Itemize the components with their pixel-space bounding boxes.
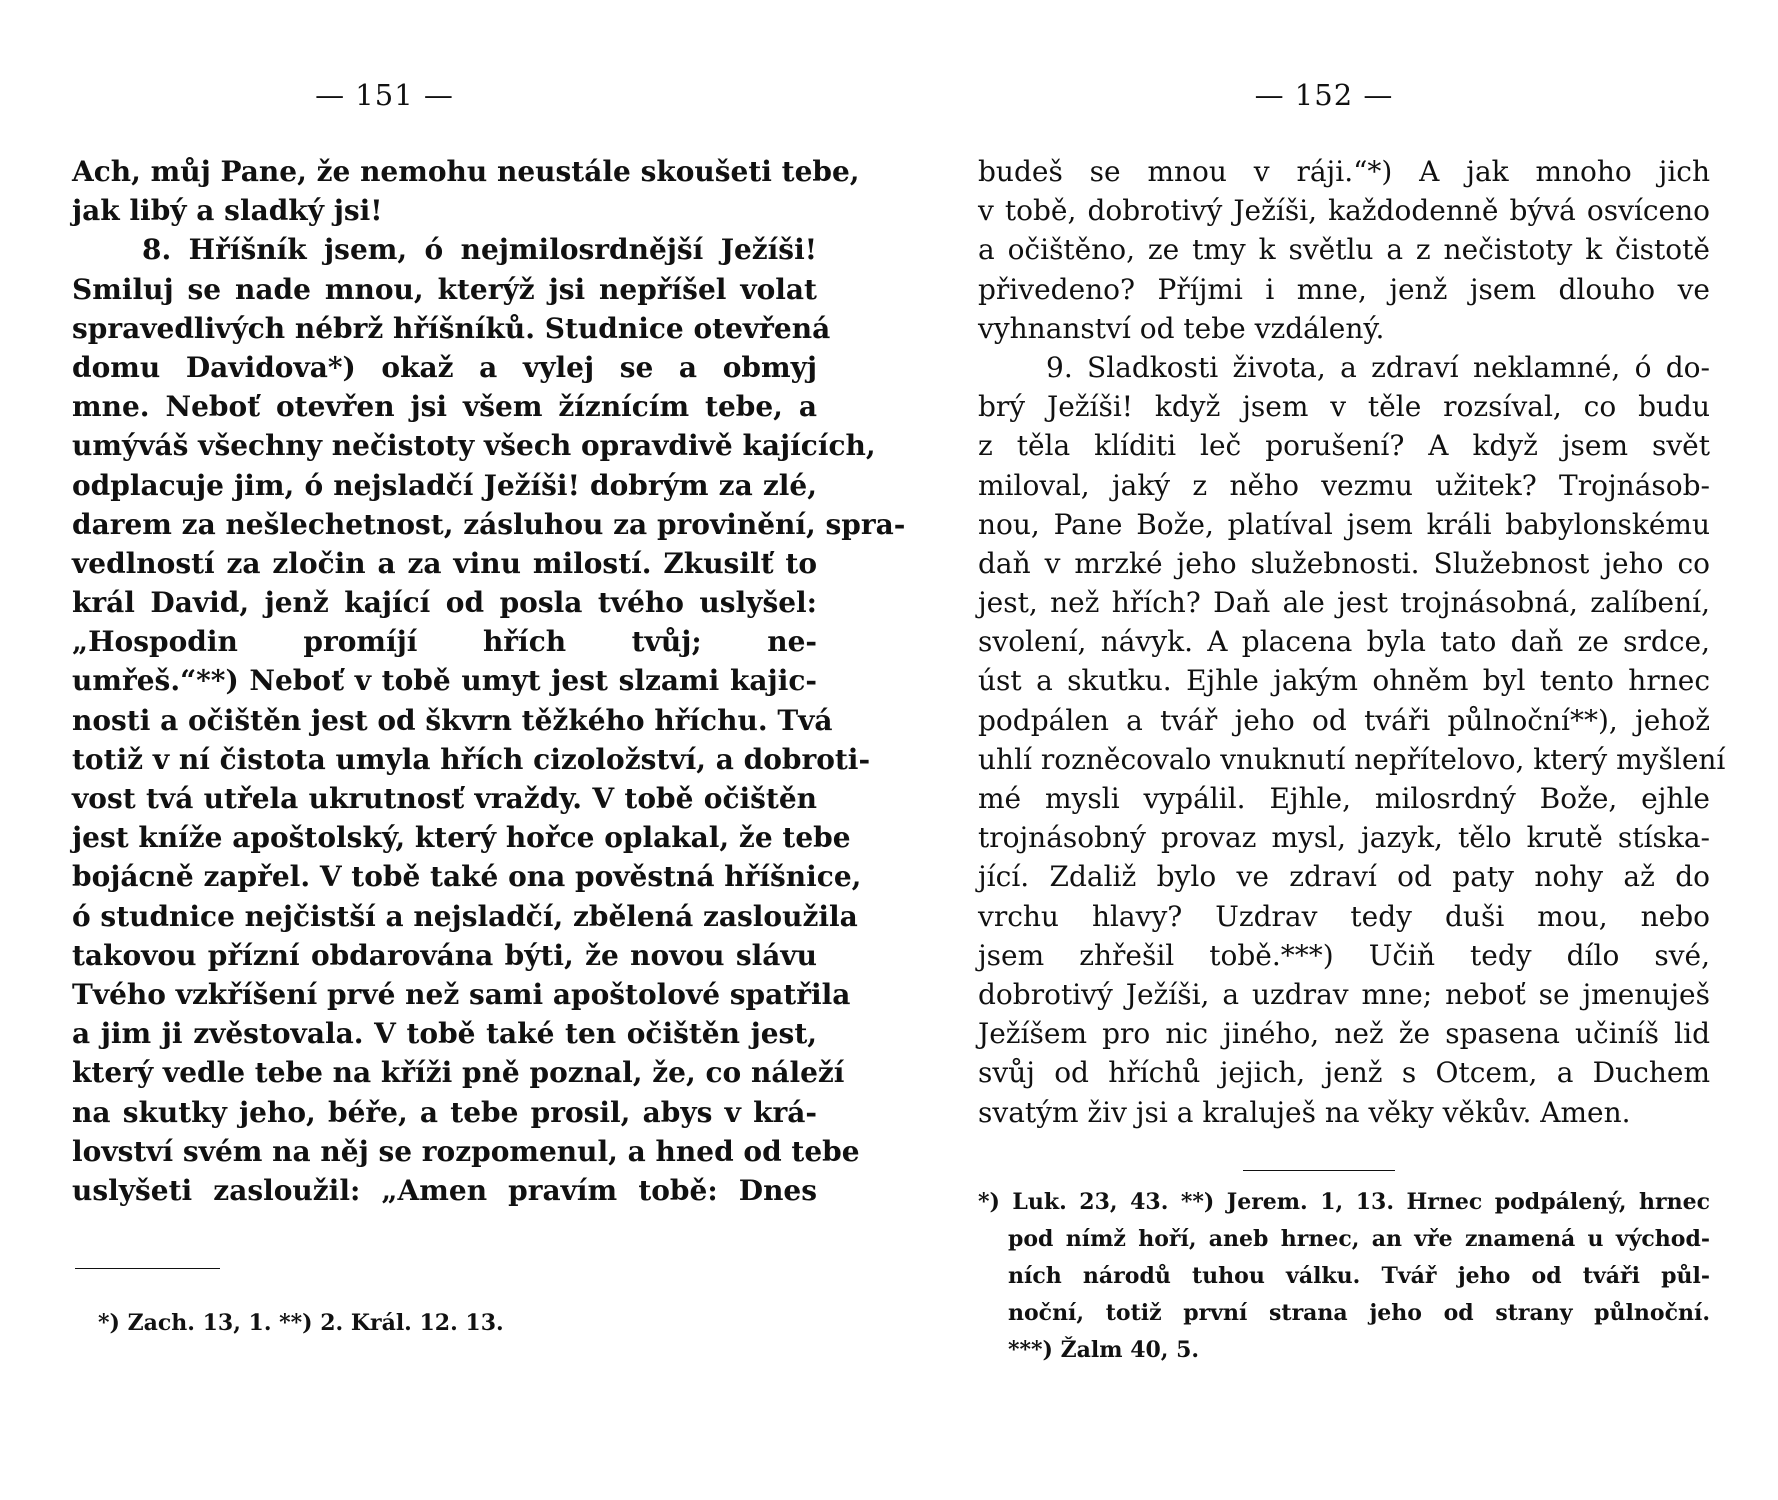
text-line: darem za nešlechetnost, zásluhou za provinění, spra- bbox=[72, 507, 906, 541]
text-line: daň v mrzké jeho služebnosti. Služebnost jeho co bbox=[978, 546, 1710, 580]
text-line: vedlností za zločin a za vinu milostí. Zkusilť to bbox=[72, 546, 817, 580]
text-line: uslyšeti zasloužil: „Amen pravím tobě: Dnes bbox=[72, 1173, 817, 1207]
page-number-right: — 152 — bbox=[1254, 78, 1394, 112]
text-line: uhlí rozněcovalo vnuknutí nepřítelovo, který myšlení bbox=[978, 742, 1726, 776]
text-line: budeš se mnou v ráji.“*) A jak mnoho jich bbox=[978, 155, 1710, 188]
text-line: svůj od hříchů jejich, jenž s Otcem, a Duchem bbox=[978, 1056, 1710, 1090]
footnote-divider bbox=[1243, 1170, 1395, 1171]
right-page-body bbox=[978, 152, 1726, 1132]
footnote-line: pod nímž hoří, aneb hrnec, an vře znamená u východ- bbox=[1008, 1226, 1710, 1252]
text-line: a očištěno, ze tmy k světlu a z nečistoty k čistotě bbox=[978, 233, 1710, 267]
text-line: jest kníže apoštolský, který hořce oplakal, že tebe bbox=[72, 821, 851, 855]
text-line: miloval, jaký z něho vezmu užitek? Trojnásob- bbox=[978, 468, 1710, 502]
text-line: 8. Hříšník jsem, ó nejmilosrdnější Ježíši! bbox=[142, 233, 817, 267]
text-line: Smiluj se nade mnou, kterýž jsi nepříšel volat bbox=[72, 272, 817, 306]
page-number-left: — 151 — bbox=[315, 78, 454, 112]
right-page bbox=[978, 0, 1726, 1500]
text-line: umřeš.“**) Neboť v tobě umyt jest slzami kajic- bbox=[72, 664, 817, 698]
left-page bbox=[72, 0, 906, 1500]
text-line: Tvého vzkříšení prvé než sami apoštolové spatřila bbox=[72, 977, 851, 1011]
text-line: vrchu hlavy? Uzdrav tedy duši mou, nebo bbox=[978, 899, 1710, 933]
text-line: jící. Zdaliž bylo ve zdraví od paty nohy až do bbox=[978, 860, 1710, 894]
footnote-line: *) Luk. 23, 43. **) Jerem. 1, 13. Hrnec podpálený, hrnec bbox=[978, 1189, 1710, 1215]
text-line: lovství svém na něj se rozpomenul, a hned od tebe bbox=[72, 1134, 860, 1168]
text-line: jak libý a sladký jsi! bbox=[72, 194, 383, 228]
text-line: úst a skutku. Ejhle jakým ohněm byl tento hrnec bbox=[978, 664, 1710, 698]
footnote-line: noční, totiž první strana jeho od strany půlnoční. bbox=[1008, 1300, 1710, 1326]
footnote-line: ***) Žalm 40, 5. bbox=[1008, 1337, 1200, 1363]
text-line: ó studnice nejčistší a nejsladčí, zbělená zasloužila bbox=[72, 899, 858, 933]
text-line: vost tvá utřela ukrutnosť vraždy. V tobě očištěn bbox=[72, 782, 817, 815]
text-line: a jim ji zvěstovala. V tobě také ten očištěn jest, bbox=[72, 1017, 817, 1051]
text-line: jsem zhřešil tobě.***) Učiň tedy dílo své, bbox=[978, 938, 1710, 972]
text-line: brý Ježíši! když jsem v těle rozsíval, co budu bbox=[978, 390, 1710, 424]
text-line: „Hospodin promíjí hřích tvůj; ne- bbox=[72, 625, 817, 659]
text-line: totiž v ní čistota umyla hřích cizoložství, a dobroti- bbox=[72, 742, 871, 776]
text-line: vyhnanství od tebe vzdálený. bbox=[978, 311, 1385, 345]
text-line: mne. Neboť otevřen jsi všem žíznícím tebe, a bbox=[72, 390, 817, 424]
text-line: takovou přízní obdarována býti, že novou slávu bbox=[72, 938, 817, 972]
text-line: trojnásobný provaz mysl, jazyk, tělo krutě stíska- bbox=[978, 821, 1710, 855]
text-line: bojácně zapřel. V tobě také ona pověstná hříšnice, bbox=[72, 860, 862, 894]
text-line: umýváš všechny nečistoty všech opravdivě kajících, bbox=[72, 429, 876, 463]
text-line: podpálen a tvář jeho od tváři půlnoční**), jehož bbox=[978, 703, 1710, 737]
text-line: domu Davidova*) okaž a vylej se a obmyj bbox=[72, 350, 817, 384]
text-line: přivedeno? Příjmi i mne, jenž jsem dlouho ve bbox=[978, 272, 1710, 306]
text-line: král David, jenž kající od posla tvého uslyšel: bbox=[72, 586, 817, 620]
text-line: nosti a očištěn jest od škvrn těžkého hříchu. Tvá bbox=[72, 703, 833, 737]
footnote-line: ních národů tuhou válku. Tvář jeho od tváři půl- bbox=[1008, 1263, 1710, 1289]
text-line: 9. Sladkosti života, a zdraví neklamné, ó do- bbox=[1046, 350, 1710, 384]
footnote-line: *) Zach. 13, 1. **) 2. Král. 12. 13. bbox=[98, 1310, 504, 1336]
left-page-body bbox=[72, 152, 906, 1210]
text-line: mé mysli vypálil. Ejhle, milosrdný Bože, ejhle bbox=[978, 782, 1710, 815]
text-line: Ach, můj Pane, že nemohu neustále skoušeti tebe, bbox=[72, 155, 860, 188]
text-line: jest, než hřích? Daň ale jest trojnásobná, zalíbení, bbox=[978, 586, 1710, 620]
text-line: dobrotivý Ježíši, a uzdrav mne; neboť se jmenuješ bbox=[978, 977, 1710, 1011]
footnotes-right bbox=[978, 1184, 1710, 1369]
text-line: svatým živ jsi a kraluješ na věky věkův. Amen. bbox=[978, 1095, 1631, 1129]
text-line: nou, Pane Bože, platíval jsem králi babylonskému bbox=[978, 507, 1710, 541]
text-line: Ježíšem pro nic jiného, než že spasena učiníš lid bbox=[978, 1017, 1710, 1051]
text-line: na skutky jeho, béře, a tebe prosil, abys v krá- bbox=[72, 1095, 817, 1129]
text-line: spravedlivých nébrž hříšníků. Studnice otevřená bbox=[72, 311, 831, 345]
text-line: odplacuje jim, ó nejsladčí Ježíši! dobrým za zlé, bbox=[72, 468, 817, 502]
text-line: který vedle tebe na kříži pně poznal, že, co náleží bbox=[72, 1056, 845, 1090]
text-line: svolení, návyk. A placena byla tato daň ze srdce, bbox=[978, 625, 1710, 659]
text-line: v tobě, dobrotivý Ježíši, každodenně bývá osvíceno bbox=[978, 194, 1710, 228]
footnote-divider bbox=[75, 1268, 220, 1269]
text-line: z těla klíditi leč porušení? A když jsem svět bbox=[978, 429, 1710, 463]
footnotes-left bbox=[98, 1305, 843, 1342]
